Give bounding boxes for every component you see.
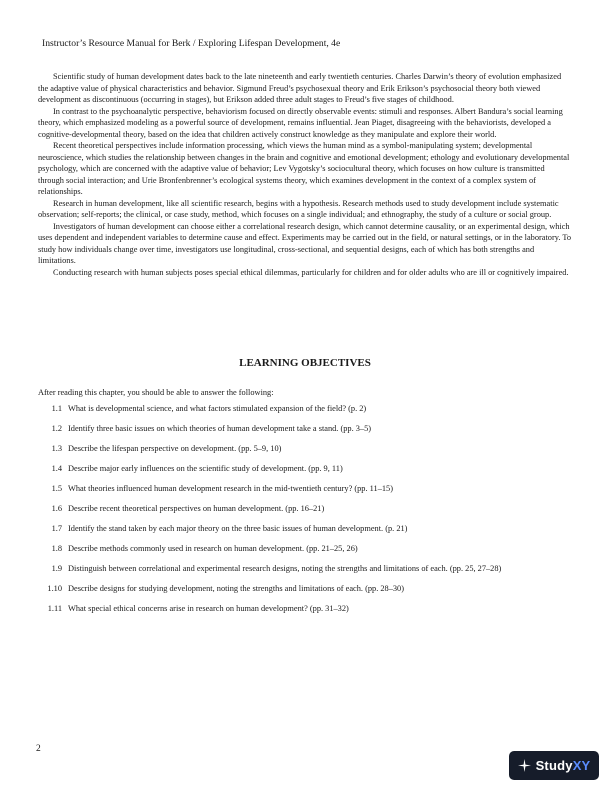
objective-number: 1.6 <box>51 504 62 513</box>
summary-paragraph: Recent theoretical perspectives include information processing, which views the human mind as a symbol-manipulating system; developmental neuroscience, which studies the relationship between changes in the brain and cognitive and emotional development; ethology and evolutionary developmental psychology, which are concerned with the adaptive value of behavior; Lev Vygotsky’s sociocultural theory, which focuses on how culture is transmitted through social interaction; and Urie Bronfenbrenner’s ecological systems theory, which examines development in the context of a complex system of relationships. <box>38 141 570 196</box>
summary-paragraph: Conducting research with human subjects poses special ethical dilemmas, particularly for children and for older adults who are ill or cognitively impaired. <box>53 267 569 277</box>
objectives-intro: After reading this chapter, you should be able to answer the following: <box>38 388 274 397</box>
objective-number: 1.3 <box>51 444 62 453</box>
objective-number: 1.8 <box>51 544 62 553</box>
objective-text: Describe designs for studying development, noting the strengths and limitations of each. (pp. 28–30) <box>68 584 405 593</box>
objective-item <box>38 603 572 615</box>
objective-text: Describe recent theoretical perspectives on human development. (pp. 16–21) <box>68 504 325 513</box>
objective-number: 1.10 <box>47 584 62 593</box>
objective-text: Describe the lifespan perspective on development. (pp. 5–9, 10) <box>68 444 282 453</box>
summary-paragraph: Research in human development, like all scientific research, begins with a hypothesis. Research methods used to study development include systematic observation; self-reports; the clinical, or case study, method, which focuses on a single individual; and ethnography, the study of a culture or social group. <box>38 198 559 219</box>
objective-item <box>38 403 572 415</box>
running-header: Instructor’s Resource Manual for Berk / Exploring Lifespan Development, 4e <box>42 38 341 49</box>
plus-sparkle-icon <box>518 759 531 772</box>
summary-paragraph: In contrast to the psychoanalytic perspective, behaviorism focused on directly observable events: stimuli and responses. Albert Bandura’s social learning theory, which emphasized modeling as a powerful source of development, remains influential. Jean Piaget, disagreeing with the behaviorists, developed a cognitive-developmental theory, based on the idea that children actively construct knowledge as they manipulate and explore their world. <box>38 106 563 139</box>
objective-item <box>38 423 572 435</box>
learning-objectives-heading: LEARNING OBJECTIVES <box>239 357 371 369</box>
page-number: 2 <box>36 744 41 754</box>
objective-number: 1.11 <box>47 604 62 613</box>
objective-text: Identify three basic issues on which theories of human development take a stand. (pp. 3–5) <box>68 424 372 433</box>
objective-item <box>38 463 572 475</box>
badge-text-main: Study <box>535 758 573 773</box>
objective-text: Describe major early influences on the scientific study of development. (pp. 9, 11) <box>68 464 343 473</box>
badge-text-accent: XY <box>572 758 591 773</box>
objective-text: Describe methods commonly used in research on human development. (pp. 21–25, 26) <box>68 544 358 553</box>
studyxy-badge[interactable] <box>509 751 599 780</box>
summary-paragraph: Investigators of human development can choose either a correlational research design, which cannot determine causality, or an experimental design, which uses dependent and independent variables to determine cause and effect. Experiments may be carried out in the field, or natural settings, or in the laboratory. To study how individuals change over time, investigators use longitudinal, cross-sectional, and sequential designs, each of which has both strengths and limitations. <box>38 221 572 265</box>
objective-item <box>38 523 572 535</box>
objective-number: 1.5 <box>51 484 62 493</box>
objective-number: 1.2 <box>51 424 62 433</box>
objective-item <box>38 443 572 455</box>
objective-number: 1.9 <box>51 564 62 573</box>
objective-text: What theories influenced human development research in the mid-twentieth century? (pp. 11–15) <box>68 484 393 493</box>
objective-item <box>38 563 572 575</box>
objective-number: 1.4 <box>51 464 62 473</box>
objective-text: What special ethical concerns arise in research on human development? (pp. 31–32) <box>68 604 349 613</box>
objective-item <box>38 543 572 555</box>
summary-paragraph: Scientific study of human development dates back to the late nineteenth and early twentieth centuries. Charles Darwin’s theory of evolution emphasized the adaptive value of physical characteristics and behavior. Sigmund Freud’s psychosexual theory and Erik Erikson’s psychosocial theory both viewed development as discontinuous (occurring in stages), but Erikson added three adult stages to Freud’s five stages of childhood. <box>38 72 562 104</box>
objective-item <box>38 483 572 495</box>
objective-text: Identify the stand taken by each major theory on the three basic issues of human development. (p. 21) <box>68 524 408 533</box>
objectives-list <box>38 403 572 623</box>
objective-item <box>38 583 572 595</box>
objective-text: Distinguish between correlational and experimental research designs, noting the strengths and limitations of each. (pp. 25, 27–28) <box>68 564 502 573</box>
objective-item <box>38 503 572 515</box>
chapter-summary <box>38 71 572 278</box>
badge-label <box>536 758 591 773</box>
objective-number: 1.1 <box>51 404 62 413</box>
objective-text: What is developmental science, and what factors stimulated expansion of the field? (p. 2) <box>68 404 367 413</box>
objective-number: 1.7 <box>51 524 62 533</box>
